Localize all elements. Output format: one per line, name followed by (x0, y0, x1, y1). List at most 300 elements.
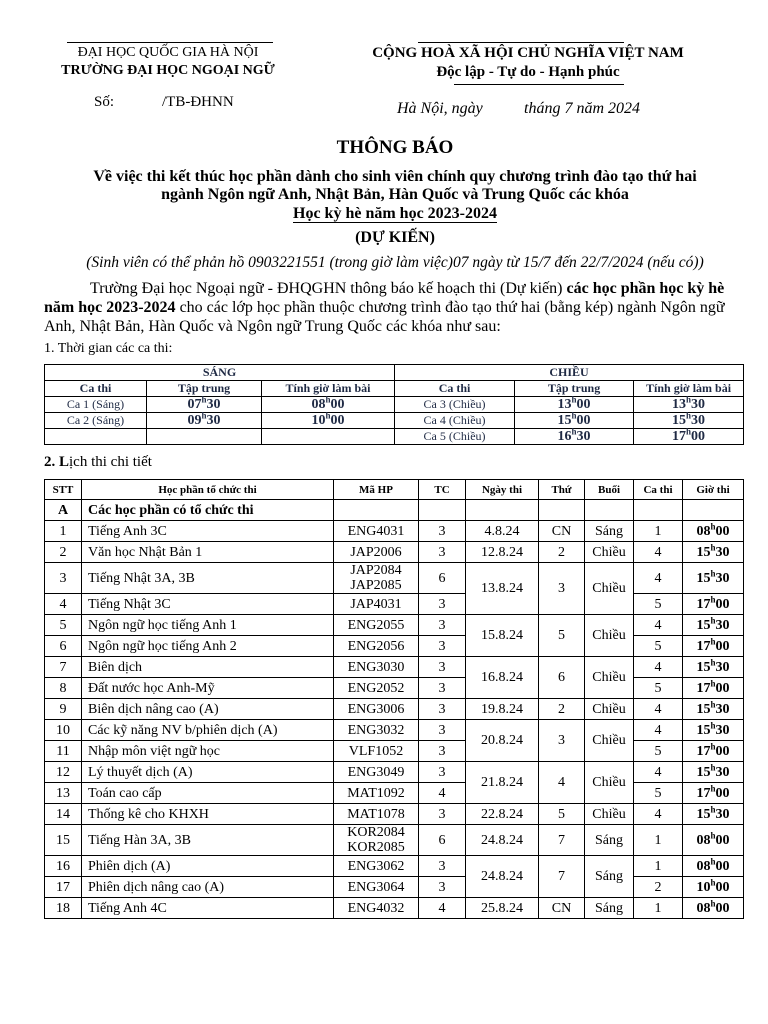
cell-shift: 1 (634, 825, 683, 856)
empty-cell (466, 500, 539, 521)
cell-session: Sáng (585, 856, 634, 898)
cell-shift: 1 (634, 898, 683, 919)
cell-time (683, 856, 744, 877)
cell-shift: 5 (634, 678, 683, 699)
shift-afternoon: Ca 3 (Chiều) (395, 397, 515, 413)
section1-title: 1. Thời gian các ca thi: (44, 341, 173, 356)
header-weekday: Thứ (539, 480, 585, 500)
date-part1: Hà Nội, ngày (397, 100, 483, 117)
start-morning-h-mark: h (325, 394, 331, 405)
gather-morning-h-mark: h (201, 410, 207, 421)
exam-time-hour: 17 (696, 743, 711, 759)
start-afternoon (634, 426, 744, 445)
table-row (45, 615, 744, 636)
start-morning-minute: 00 (330, 413, 345, 428)
cell-course: Tiếng Hàn 3A, 3B (82, 825, 334, 856)
cell-shift: 4 (634, 657, 683, 678)
table-row (45, 563, 744, 594)
exam-time-hour: 10 (696, 879, 711, 895)
cell-code (334, 762, 419, 783)
header-left (40, 44, 296, 80)
course-code: JAP4031 (350, 596, 402, 612)
gather-afternoon-hour: 16 (557, 429, 572, 444)
header-shift: Ca thi (634, 480, 683, 500)
empty-cell (585, 500, 634, 521)
cell-session: Chiều (585, 804, 634, 825)
start-afternoon-minute: 30 (691, 413, 706, 428)
exam-time-h-mark: h (710, 698, 716, 709)
cell-stt: 11 (45, 741, 82, 762)
cell-shift: 4 (634, 699, 683, 720)
cell-credits: 3 (419, 804, 466, 825)
exam-time-hour: 15 (696, 722, 711, 738)
start-morning (262, 429, 395, 445)
cell-date: 25.8.24 (466, 898, 539, 919)
cell-session: Sáng (585, 898, 634, 919)
exam-time-hour: 15 (696, 806, 711, 822)
gather-afternoon-hour: 15 (557, 413, 572, 428)
shift-afternoon: Ca 5 (Chiều) (395, 429, 515, 445)
date-part2: tháng 7 năm 2024 (524, 100, 640, 117)
cell-weekday: 7 (539, 856, 585, 898)
exam-time-hour: 17 (696, 680, 711, 696)
cell-code (334, 877, 419, 898)
cell-time (683, 594, 744, 615)
cell-code (334, 636, 419, 657)
table-row (45, 898, 744, 919)
cell-credits: 4 (419, 898, 466, 919)
cell-time (683, 636, 744, 657)
cell-weekday: 4 (539, 762, 585, 804)
cell-time (683, 657, 744, 678)
group-a-label: Các học phần có tổ chức thi (82, 500, 334, 521)
exam-time-minute: 00 (715, 743, 730, 759)
cell-code (334, 720, 419, 741)
cell-credits: 3 (419, 521, 466, 542)
tentative-label: (DỰ KIẾN) (355, 229, 435, 246)
cell-session: Chiều (585, 699, 634, 720)
cell-credits: 3 (419, 720, 466, 741)
cell-credits: 6 (419, 825, 466, 856)
table-row (45, 825, 744, 856)
table-row (45, 783, 744, 804)
exam-time-hour: 08 (696, 900, 711, 916)
col-header-tt-afternoon: Tập trung (515, 381, 634, 397)
header-date: Ngày thi (466, 480, 539, 500)
cell-code (334, 856, 419, 877)
gather-morning-hour: 07 (187, 397, 202, 412)
cell-session: Chiều (585, 720, 634, 762)
gather-afternoon-h-mark: h (571, 394, 577, 405)
shift-morning (45, 429, 147, 445)
cell-course: Biên dịch (82, 657, 334, 678)
cell-credits: 3 (419, 542, 466, 563)
cell-course: Các kỹ năng NV b/phiên dịch (A) (82, 720, 334, 741)
section2-title (44, 454, 152, 471)
cell-stt: 16 (45, 856, 82, 877)
intro-bold: các học phần học kỳ hè năm học 2023-2024 (44, 280, 725, 316)
cell-credits: 3 (419, 636, 466, 657)
cell-session: Chiều (585, 762, 634, 804)
exam-time-hour: 17 (696, 638, 711, 654)
cell-stt: 2 (45, 542, 82, 563)
course-code: ENG4031 (347, 523, 405, 539)
exam-time-h-mark: h (710, 520, 716, 531)
cell-time (683, 762, 744, 783)
cell-weekday: 6 (539, 657, 585, 699)
table-row (45, 741, 744, 762)
exam-time-hour: 17 (696, 596, 711, 612)
exam-time-h-mark: h (710, 593, 716, 604)
cell-code (334, 678, 419, 699)
start-afternoon-h-mark: h (686, 426, 692, 437)
exam-time-hour: 08 (696, 832, 711, 848)
motto: Độc lập - Tự do - Hạnh phúc (436, 64, 620, 80)
cell-weekday: 2 (539, 699, 585, 720)
cell-date: 19.8.24 (466, 699, 539, 720)
cell-time (683, 678, 744, 699)
exam-time-minute: 00 (715, 680, 730, 696)
start-afternoon-hour: 15 (672, 413, 687, 428)
cell-shift: 5 (634, 636, 683, 657)
cell-weekday: 3 (539, 563, 585, 615)
start-afternoon-h-mark: h (686, 410, 692, 421)
cell-stt: 12 (45, 762, 82, 783)
table-row (45, 804, 744, 825)
exam-time-hour: 08 (696, 523, 711, 539)
course-code: ENG3006 (347, 701, 405, 717)
subtitle-line2: ngành Ngôn ngữ Anh, Nhật Bản, Hàn Quốc và Trung Quốc các khóa (161, 186, 629, 203)
course-code: MAT1092 (347, 785, 405, 801)
cell-course: Văn học Nhật Bản 1 (82, 542, 334, 563)
exam-time-h-mark: h (710, 782, 716, 793)
table-row (45, 877, 744, 898)
cell-code (334, 804, 419, 825)
doc-number-suffix: /TB-ĐHNN (162, 94, 234, 110)
afternoon-group-header: CHIỀU (395, 365, 744, 381)
start-afternoon-minute: 30 (691, 397, 706, 412)
cell-stt: 6 (45, 636, 82, 657)
cell-date: 12.8.24 (466, 542, 539, 563)
cell-credits: 3 (419, 678, 466, 699)
gather-morning (147, 410, 262, 429)
empty-cell (634, 500, 683, 521)
cell-shift: 1 (634, 856, 683, 877)
start-morning-h-mark: h (325, 410, 331, 421)
doc-number-label: Số: (94, 94, 115, 110)
gather-afternoon-minute: 00 (576, 413, 591, 428)
cell-course: Phiên dịch (A) (82, 856, 334, 877)
cell-stt: 18 (45, 898, 82, 919)
gather-afternoon-minute: 30 (576, 429, 591, 444)
exam-time-h-mark: h (710, 567, 716, 578)
header-right (338, 44, 718, 82)
cell-weekday: 5 (539, 615, 585, 657)
cell-session: Sáng (585, 521, 634, 542)
exam-time-minute: 30 (715, 617, 730, 633)
cell-code (334, 542, 419, 563)
cell-weekday: CN (539, 521, 585, 542)
cell-shift: 1 (634, 521, 683, 542)
cell-credits: 4 (419, 783, 466, 804)
cell-credits: 3 (419, 741, 466, 762)
gather-afternoon-h-mark: h (571, 410, 577, 421)
col-header-ca-morning: Ca thi (45, 381, 147, 397)
exam-time-hour: 15 (696, 617, 711, 633)
cell-time (683, 804, 744, 825)
cell-date: 21.8.24 (466, 762, 539, 804)
table-row (45, 521, 744, 542)
empty-cell (683, 500, 744, 521)
cell-course: Biên dịch nâng cao (A) (82, 699, 334, 720)
gather-morning-h-mark: h (201, 394, 207, 405)
exam-time-h-mark: h (710, 719, 716, 730)
intro-paragraph (44, 279, 756, 336)
cell-shift: 2 (634, 877, 683, 898)
cell-stt: 8 (45, 678, 82, 699)
cell-course: Nhập môn việt ngữ học (82, 741, 334, 762)
cell-stt: 4 (45, 594, 82, 615)
exam-time-minute: 00 (715, 900, 730, 916)
cell-date: 16.8.24 (466, 657, 539, 699)
exam-time-h-mark: h (710, 876, 716, 887)
exam-time-h-mark: h (710, 656, 716, 667)
course-code: ENG3064 (347, 879, 405, 895)
cell-time (683, 563, 744, 594)
cell-course: Tiếng Nhật 3A, 3B (82, 563, 334, 594)
exam-time-minute: 00 (715, 832, 730, 848)
subtitle-line3-wrap (40, 204, 750, 223)
cell-time (683, 521, 744, 542)
cell-date: 13.8.24 (466, 563, 539, 615)
col-header-ca-afternoon: Ca thi (395, 381, 515, 397)
cell-date: 20.8.24 (466, 720, 539, 762)
cell-code (334, 741, 419, 762)
cell-shift: 4 (634, 563, 683, 594)
cell-weekday: 7 (539, 825, 585, 856)
header-course: Học phần tổ chức thi (82, 480, 334, 500)
gather-morning-minute: 30 (206, 397, 221, 412)
start-afternoon-hour: 17 (672, 429, 687, 444)
gather-morning-minute: 30 (206, 413, 221, 428)
cell-weekday: 5 (539, 804, 585, 825)
cell-shift: 4 (634, 762, 683, 783)
cell-stt: 17 (45, 877, 82, 898)
table-row (45, 762, 744, 783)
exam-time-hour: 15 (696, 701, 711, 717)
col-header-tt-morning: Tập trung (147, 381, 262, 397)
cell-date: 24.8.24 (466, 825, 539, 856)
cell-code (334, 615, 419, 636)
course-code: ENG2055 (347, 617, 405, 633)
cell-course: Toán cao cấp (82, 783, 334, 804)
cell-course: Thống kê cho KHXH (82, 804, 334, 825)
header-time: Giờ thi (683, 480, 744, 500)
cell-time (683, 741, 744, 762)
exam-time-hour: 15 (696, 544, 711, 560)
cell-stt: 10 (45, 720, 82, 741)
exam-time-hour: 15 (696, 570, 711, 586)
cell-time (683, 825, 744, 856)
gather-afternoon-hour: 13 (557, 397, 572, 412)
cell-course: Lý thuyết dịch (A) (82, 762, 334, 783)
start-morning-minute: 00 (330, 397, 345, 412)
exam-time-minute: 30 (715, 544, 730, 560)
start-afternoon-minute: 00 (691, 429, 706, 444)
exam-time-minute: 00 (715, 785, 730, 801)
cell-date: 15.8.24 (466, 615, 539, 657)
exam-time-h-mark: h (710, 614, 716, 625)
cell-code (334, 521, 419, 542)
cell-code (334, 563, 419, 594)
subtitle-line1: Về việc thi kết thúc học phần dành cho sinh viên chính quy chương trình đào tạo thứ hai (93, 168, 697, 185)
gather-morning (147, 429, 262, 445)
course-code: MAT1078 (347, 806, 405, 822)
cell-shift: 4 (634, 615, 683, 636)
cell-weekday: 3 (539, 720, 585, 762)
exam-time-h-mark: h (710, 541, 716, 552)
cell-time (683, 783, 744, 804)
course-code: VLF1052 (348, 743, 404, 759)
exam-time-h-mark: h (710, 740, 716, 751)
exam-time-minute: 00 (715, 523, 730, 539)
exam-time-minute: 30 (715, 570, 730, 586)
exam-time-hour: 15 (696, 659, 711, 675)
exam-time-hour: 17 (696, 785, 711, 801)
exam-time-minute: 30 (715, 722, 730, 738)
cell-time (683, 720, 744, 741)
header-left-rule (67, 42, 273, 43)
feedback-note: (Sinh viên có thể phản hồ 0903221551 (trong giờ làm việc)07 ngày từ 15/7 đến 22/7/2024 (nếu có)) (86, 254, 704, 271)
start-morning (262, 410, 395, 429)
table-row (45, 636, 744, 657)
cell-time (683, 898, 744, 919)
cell-shift: 4 (634, 804, 683, 825)
gather-afternoon (515, 426, 634, 445)
cell-code (334, 783, 419, 804)
course-code: JAP2006 (350, 544, 402, 560)
school-name: TRƯỜNG ĐẠI HỌC NGOẠI NGỮ (61, 63, 275, 78)
exam-schedule-body (45, 500, 744, 919)
university-name: ĐẠI HỌC QUỐC GIA HÀ NỘI (77, 45, 259, 60)
exam-time-body (45, 365, 744, 445)
subtitle-line3: Học kỳ hè năm học 2023-2024 (293, 205, 497, 222)
gather-afternoon-h-mark: h (571, 426, 577, 437)
start-morning-hour: 08 (311, 397, 326, 412)
cell-code (334, 594, 419, 615)
cell-course: Ngôn ngữ học tiếng Anh 2 (82, 636, 334, 657)
gather-afternoon-minute: 00 (576, 397, 591, 412)
course-code: JAP2085 (350, 578, 402, 593)
course-code: ENG3030 (347, 659, 405, 675)
table-row (45, 699, 744, 720)
col-header-gl-afternoon: Tính giờ làm bài (634, 381, 744, 397)
cell-time (683, 699, 744, 720)
cell-course: Tiếng Anh 3C (82, 521, 334, 542)
cell-stt: 5 (45, 615, 82, 636)
cell-course: Đất nước học Anh-Mỹ (82, 678, 334, 699)
empty-cell (539, 500, 585, 521)
cell-credits: 3 (419, 615, 466, 636)
cell-shift: 4 (634, 542, 683, 563)
header-session: Buổi (585, 480, 634, 500)
page-title: THÔNG BÁO (336, 137, 454, 158)
exam-time-minute: 00 (715, 638, 730, 654)
cell-course: Phiên dịch nâng cao (A) (82, 877, 334, 898)
exam-time-h-mark: h (710, 897, 716, 908)
cell-code (334, 699, 419, 720)
cell-code (334, 898, 419, 919)
exam-time-table (44, 364, 744, 445)
cell-code (334, 657, 419, 678)
cell-stt: 9 (45, 699, 82, 720)
motto-underline (454, 84, 624, 85)
cell-credits: 3 (419, 657, 466, 678)
time-row (45, 413, 744, 429)
cell-credits: 6 (419, 563, 466, 594)
time-row (45, 429, 744, 445)
cell-session: Sáng (585, 825, 634, 856)
section2-num: 2. L (44, 454, 70, 470)
cell-shift: 5 (634, 741, 683, 762)
exam-time-minute: 00 (715, 596, 730, 612)
cell-session: Chiều (585, 542, 634, 563)
cell-credits: 3 (419, 856, 466, 877)
cell-credits: 3 (419, 762, 466, 783)
exam-time-h-mark: h (710, 761, 716, 772)
cell-stt: 13 (45, 783, 82, 804)
exam-time-h-mark: h (710, 803, 716, 814)
course-code: ENG3049 (347, 764, 405, 780)
cell-time (683, 877, 744, 898)
empty-cell (419, 500, 466, 521)
shift-morning: Ca 2 (Sáng) (45, 413, 147, 429)
table-row (45, 542, 744, 563)
cell-session: Chiều (585, 615, 634, 657)
exam-time-hour: 08 (696, 858, 711, 874)
course-code: ENG2052 (347, 680, 405, 696)
exam-time-minute: 00 (715, 858, 730, 874)
cell-weekday: CN (539, 898, 585, 919)
section2-rest: ịch thi chi tiết (69, 454, 152, 470)
cell-weekday: 2 (539, 542, 585, 563)
cell-credits: 3 (419, 699, 466, 720)
table-row (45, 594, 744, 615)
course-code: ENG4032 (347, 900, 405, 916)
intro-part2: cho các lớp học phần thuộc chương trình đào tạo thứ hai (bằng kép) ngành Ngôn ngữ Anh, Nhật Bản, Hàn Quốc và Ngôn ngữ Trung Quốc các khóa như sau: (44, 299, 725, 335)
cell-time (683, 542, 744, 563)
cell-session: Chiều (585, 563, 634, 615)
exam-time-minute: 30 (715, 806, 730, 822)
header-stt: STT (45, 480, 82, 500)
cell-date: 24.8.24 (466, 856, 539, 898)
exam-time-h-mark: h (710, 855, 716, 866)
cell-course: Ngôn ngữ học tiếng Anh 1 (82, 615, 334, 636)
exam-time-minute: 00 (715, 879, 730, 895)
time-row (45, 397, 744, 413)
course-code: ENG2056 (347, 638, 405, 654)
exam-time-h-mark: h (710, 635, 716, 646)
cell-date: 22.8.24 (466, 804, 539, 825)
course-code: ENG3062 (347, 858, 405, 874)
exam-time-minute: 30 (715, 701, 730, 717)
group-a-stt: A (45, 500, 82, 521)
header-credits: TC (419, 480, 466, 500)
header-right-rule (418, 42, 624, 43)
start-morning-hour: 10 (311, 413, 326, 428)
exam-time-hour: 15 (696, 764, 711, 780)
header-code: Mã HP (334, 480, 419, 500)
